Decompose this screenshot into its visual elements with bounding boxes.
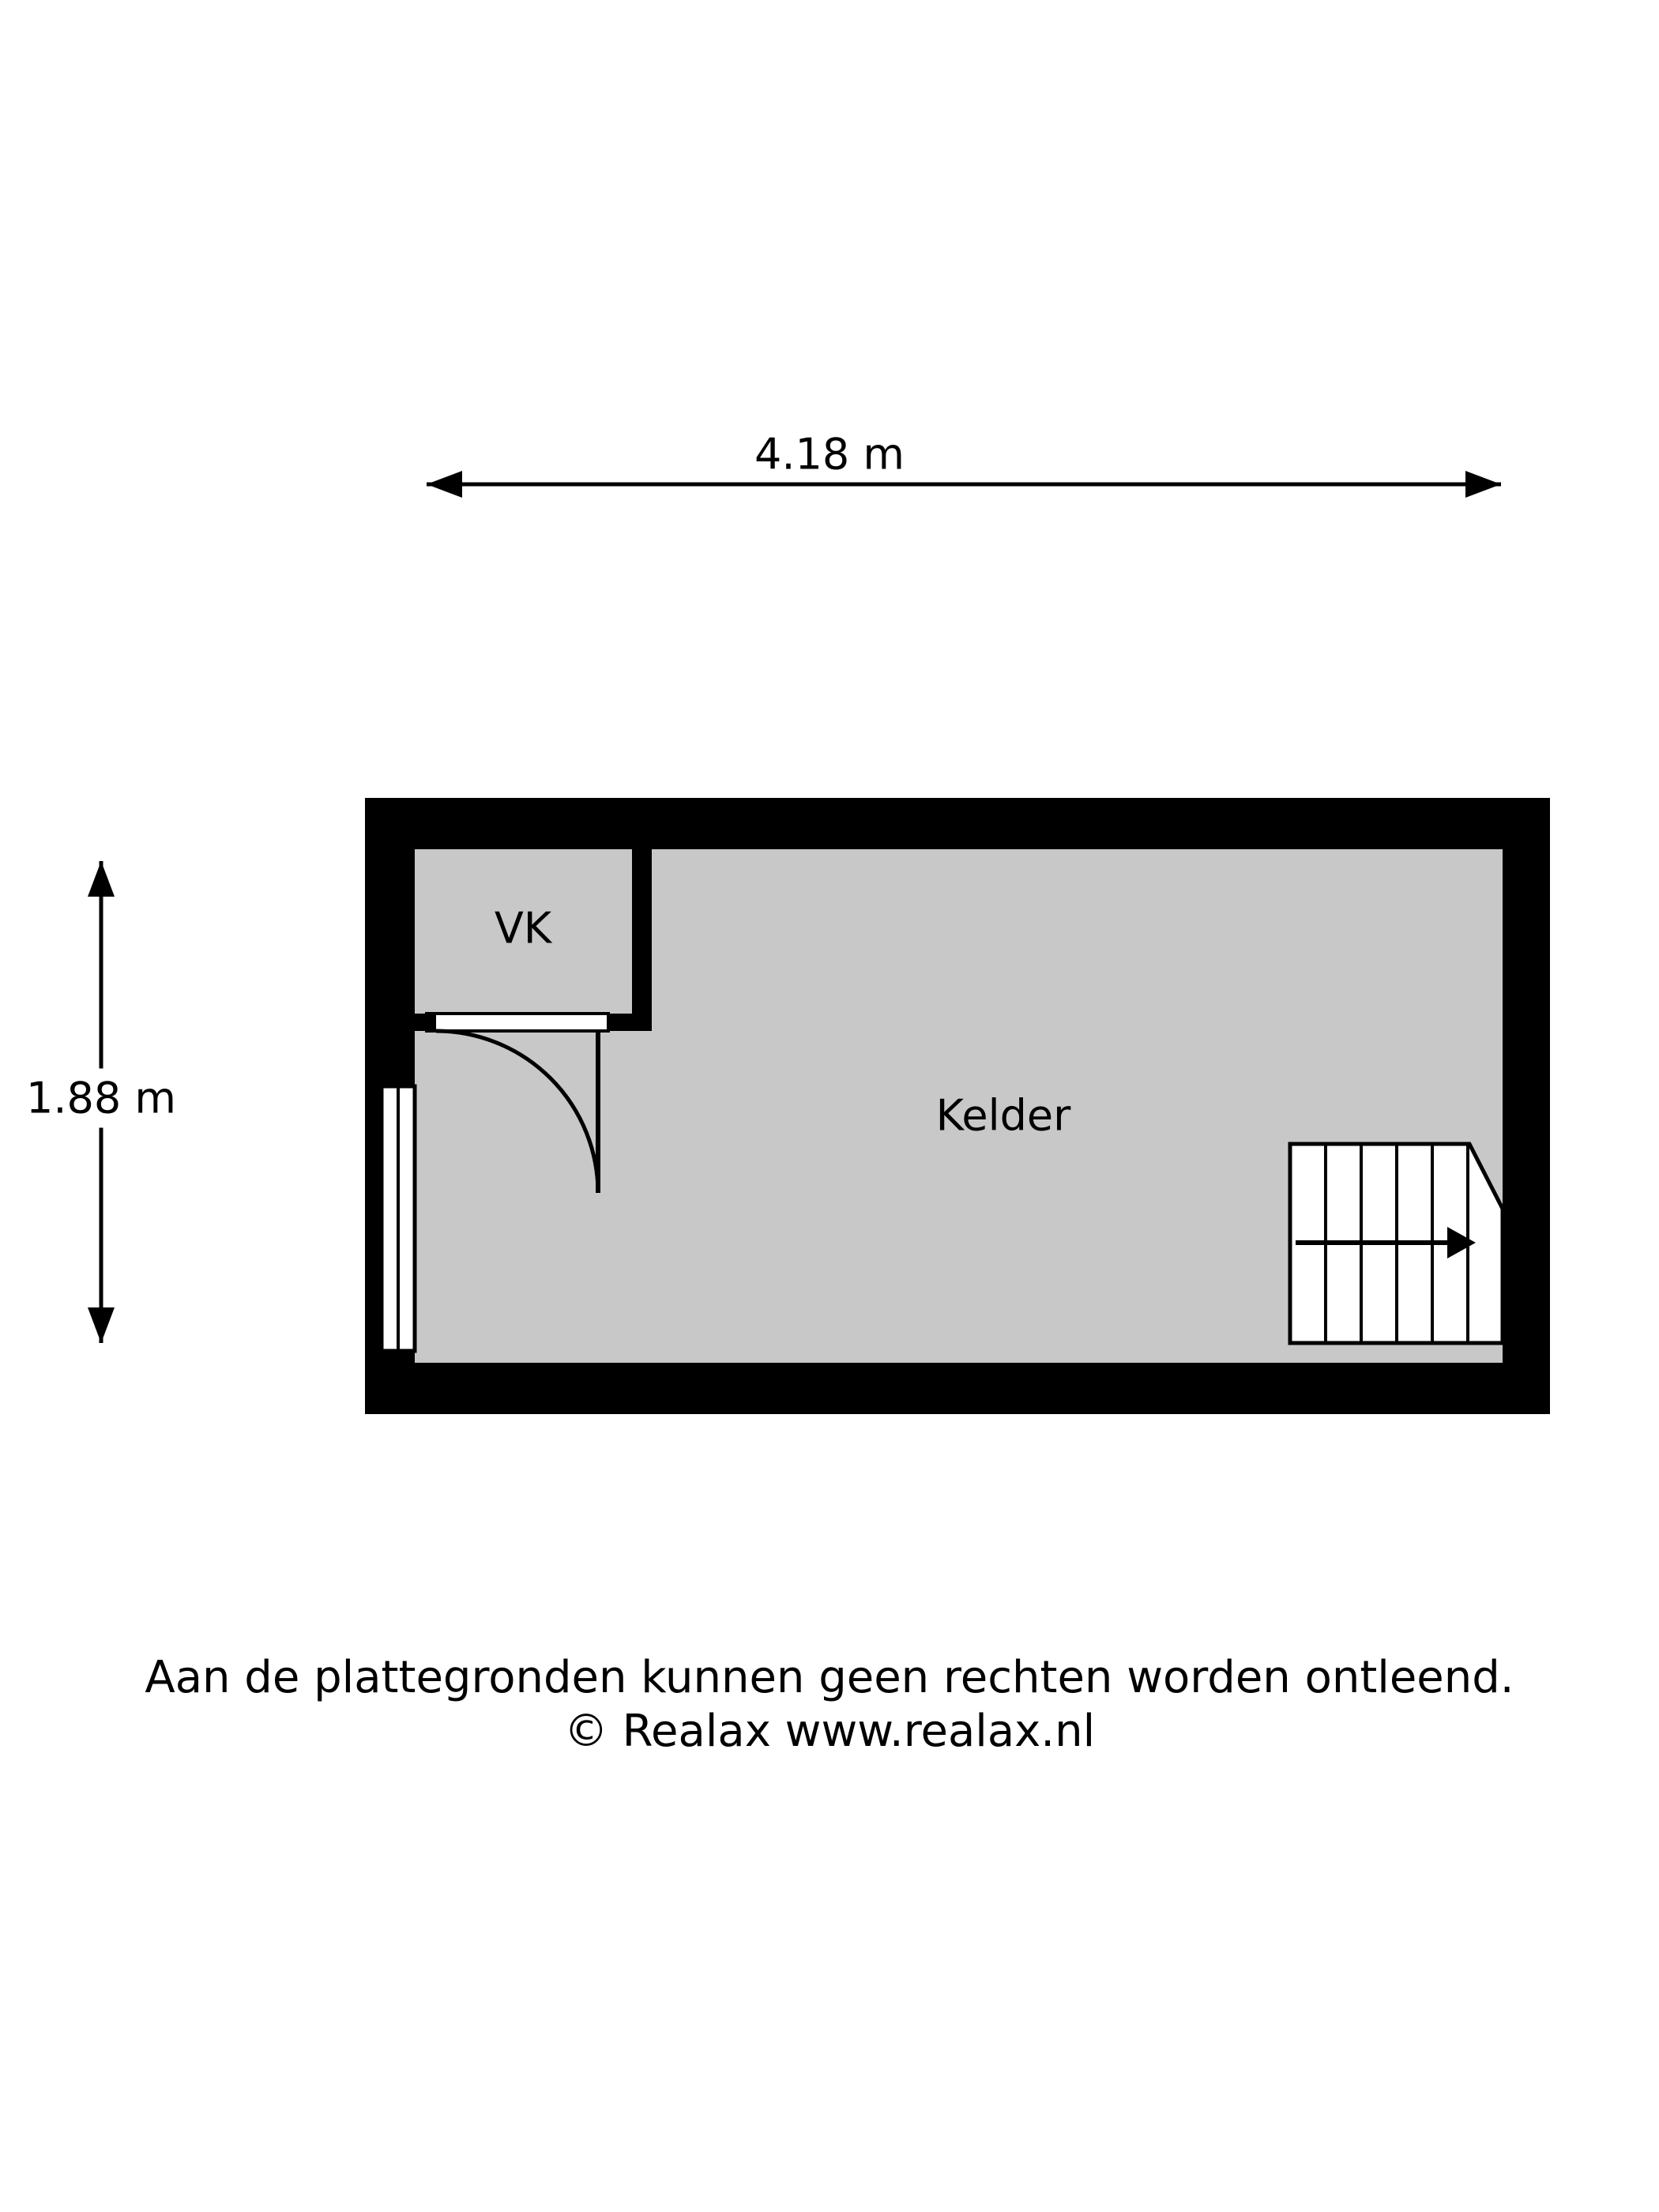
window-left-wall — [382, 1086, 415, 1351]
staircase — [1290, 1144, 1503, 1343]
dimension-label-width: 4.18 m — [734, 430, 925, 480]
footer-text — [0, 1651, 1659, 1759]
footer-disclaimer: Aan de plattegronden kunnen geen rechten worden ontleend. — [145, 1652, 1514, 1703]
footer-copyright: © Realax www.realax.nl — [563, 1706, 1096, 1758]
dimension-label-depth: 1.88 m — [26, 1069, 176, 1128]
room-label-kelder: Kelder — [935, 1090, 1071, 1141]
dimension-arrow-top — [427, 471, 1501, 498]
room-label-vk: VK — [494, 903, 552, 954]
